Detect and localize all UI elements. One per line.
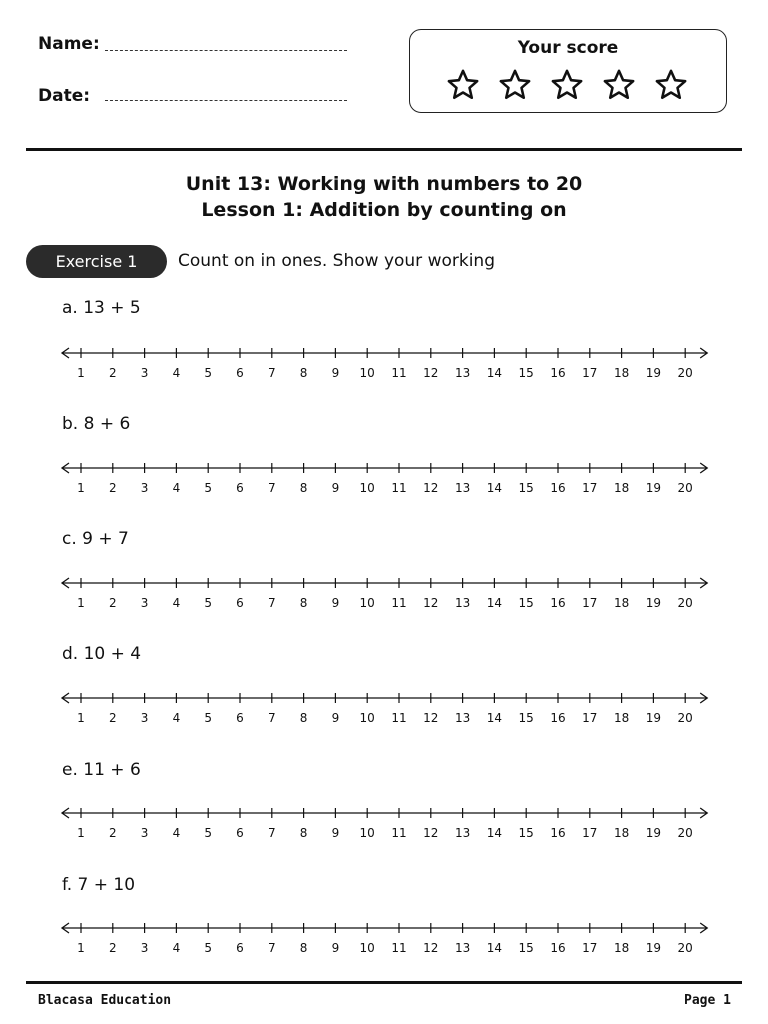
number-line-tick-label: 2 [108,826,117,840]
star-icon[interactable] [654,68,688,102]
number-line-tick-label: 11 [391,366,407,380]
number-line-tick-label: 2 [108,481,117,495]
number-line-tick-label: 1 [77,826,85,840]
number-line-tick-label: 18 [613,481,630,495]
number-line-tick-label: 8 [299,596,308,610]
number-line-tick-label: 13 [454,366,471,380]
number-line-tick-label: 4 [172,481,181,495]
star-icon[interactable] [550,68,584,102]
number-line-tick-label: 7 [267,596,276,610]
number-line-tick-label: 18 [613,941,630,955]
number-line-tick-label: 7 [267,366,276,380]
number-line-tick-label: 5 [204,596,213,610]
number-line-tick-label: 3 [140,941,149,955]
score-box [409,29,727,113]
number-line-tick-label: 12 [423,481,439,495]
number-line-tick-label: 11 [391,941,407,955]
number-line-tick-label: 5 [204,366,213,380]
number-line-tick-label: 6 [236,481,244,495]
number-line[interactable] [58,342,710,386]
number-line-tick-label: 16 [550,481,566,495]
number-line-tick-label: 6 [236,941,244,955]
score-title: Your score [517,38,619,58]
number-line-tick-label: 1 [77,941,85,955]
number-line-tick-label: 14 [486,481,503,495]
number-line[interactable] [58,802,710,846]
problem-label: e. 11 + 6 [62,760,141,780]
number-line-tick-label: 14 [486,711,503,725]
number-line-tick-label: 2 [108,711,117,725]
number-line-tick-label: 11 [391,481,407,495]
problem-label: b. 8 + 6 [62,414,131,434]
number-line-tick-label: 19 [645,596,662,610]
number-line[interactable] [58,917,710,961]
page-number: Page 1 [684,993,731,1008]
number-line-tick-label: 11 [391,711,407,725]
number-line-tick-label: 17 [582,941,598,955]
number-line-tick-label: 15 [518,826,534,840]
number-line-tick-label: 11 [391,826,407,840]
number-line-tick-label: 9 [331,826,340,840]
number-line-tick-label: 9 [331,481,340,495]
number-line-tick-label: 7 [267,826,276,840]
number-line-tick-label: 17 [582,366,598,380]
number-line-tick-label: 8 [299,826,308,840]
number-line-tick-label: 20 [677,596,693,610]
problem-label: f. 7 + 10 [62,875,136,895]
star-rating[interactable] [446,68,694,100]
star-icon[interactable] [498,68,532,102]
number-line-tick-label: 18 [613,596,630,610]
number-line-tick-label: 8 [299,366,308,380]
number-line-tick-label: 6 [236,366,244,380]
header-divider [26,148,742,151]
number-line-tick-label: 6 [236,596,244,610]
number-line-tick-label: 12 [423,826,439,840]
number-line-tick-label: 6 [236,711,244,725]
number-line-tick-label: 3 [140,826,149,840]
number-line-tick-label: 1 [77,711,85,725]
number-line-tick-label: 3 [140,366,149,380]
exercise-instruction: Count on in ones. Show your working [178,251,495,271]
number-line-tick-label: 5 [204,941,213,955]
publisher-name: Blacasa Education [38,993,172,1008]
number-line-tick-label: 3 [140,481,149,495]
exercise-badge: Exercise 1 [26,245,167,278]
number-line-tick-label: 14 [486,941,503,955]
number-line-tick-label: 3 [140,711,149,725]
problem-label: a. 13 + 5 [62,298,141,318]
number-line-tick-label: 10 [359,481,375,495]
number-line-tick-label: 13 [454,711,471,725]
number-line-tick-label: 13 [454,596,471,610]
number-line-tick-label: 19 [645,941,662,955]
number-line-tick-label: 12 [423,711,439,725]
number-line-tick-label: 4 [172,366,181,380]
number-line-tick-label: 17 [582,596,598,610]
number-line-tick-label: 15 [518,711,534,725]
number-line-tick-label: 2 [108,941,117,955]
number-line-tick-label: 16 [550,711,566,725]
problem-label: d. 10 + 4 [62,644,142,664]
number-line-tick-label: 1 [77,596,85,610]
number-line-tick-label: 15 [518,941,534,955]
number-line-tick-label: 11 [391,596,407,610]
number-line-tick-label: 5 [204,826,213,840]
number-line-tick-label: 12 [423,366,439,380]
number-line-tick-label: 15 [518,596,534,610]
number-line-tick-label: 9 [331,941,340,955]
number-line-tick-label: 7 [267,941,276,955]
star-icon[interactable] [446,68,480,102]
number-line-tick-label: 19 [645,711,662,725]
number-line-tick-label: 10 [359,366,375,380]
number-line-tick-label: 14 [486,596,503,610]
number-line-tick-label: 10 [359,596,375,610]
number-line-tick-label: 1 [77,481,85,495]
number-line-tick-label: 16 [550,366,566,380]
number-line-tick-label: 8 [299,711,308,725]
number-line-tick-label: 19 [645,481,662,495]
number-line-tick-label: 15 [518,481,534,495]
date-label: Date: [38,86,91,106]
number-line-tick-label: 4 [172,941,181,955]
number-line-tick-label: 20 [677,941,693,955]
number-line-tick-label: 2 [108,596,117,610]
number-line-tick-label: 1 [77,366,85,380]
name-field[interactable] [105,50,347,51]
number-line-tick-label: 7 [267,711,276,725]
number-line-tick-label: 10 [359,826,375,840]
number-line-tick-label: 20 [677,481,693,495]
number-line-tick-label: 19 [645,826,662,840]
number-line[interactable] [58,687,710,731]
number-line-tick-label: 13 [454,826,471,840]
number-line-tick-label: 18 [613,366,630,380]
number-line-tick-label: 8 [299,481,308,495]
number-line-tick-label: 5 [204,711,213,725]
number-line-tick-label: 9 [331,366,340,380]
number-line-tick-label: 10 [359,941,375,955]
number-line-tick-label: 3 [140,596,149,610]
number-line-tick-label: 4 [172,596,181,610]
number-line-tick-label: 18 [613,826,630,840]
number-line-tick-label: 20 [677,366,693,380]
number-line-tick-label: 16 [550,596,566,610]
number-line-tick-label: 17 [582,826,598,840]
number-line-tick-label: 10 [359,711,375,725]
number-line-tick-label: 9 [331,596,340,610]
number-line-tick-label: 14 [486,826,503,840]
number-line-tick-label: 7 [267,481,276,495]
unit-title: Unit 13: Working with numbers to 20 [185,173,583,195]
number-line-tick-label: 20 [677,711,693,725]
number-line-tick-label: 17 [582,711,598,725]
number-line-tick-label: 18 [613,711,630,725]
number-line-tick-label: 2 [108,366,117,380]
footer-divider [26,981,742,984]
number-line-tick-label: 17 [582,481,598,495]
number-line-tick-label: 12 [423,941,439,955]
number-line[interactable] [58,572,710,616]
number-line-tick-label: 6 [236,826,244,840]
number-line-tick-label: 4 [172,711,181,725]
number-line-tick-label: 9 [331,711,340,725]
number-line-tick-label: 12 [423,596,439,610]
number-line-tick-label: 19 [645,366,662,380]
star-icon[interactable] [602,68,636,102]
number-line-tick-label: 8 [299,941,308,955]
number-line-tick-label: 16 [550,941,566,955]
number-line-tick-label: 15 [518,366,534,380]
number-line-tick-label: 16 [550,826,566,840]
problem-label: c. 9 + 7 [62,529,129,549]
number-line-tick-label: 14 [486,366,503,380]
date-field[interactable] [105,100,347,101]
number-line-tick-label: 4 [172,826,181,840]
number-line-tick-label: 20 [677,826,693,840]
number-line-tick-label: 13 [454,941,471,955]
number-line-tick-label: 13 [454,481,471,495]
name-label: Name: [38,34,100,54]
number-line-tick-label: 5 [204,481,213,495]
lesson-title: Lesson 1: Addition by counting on [201,199,567,221]
number-line[interactable] [58,457,710,501]
